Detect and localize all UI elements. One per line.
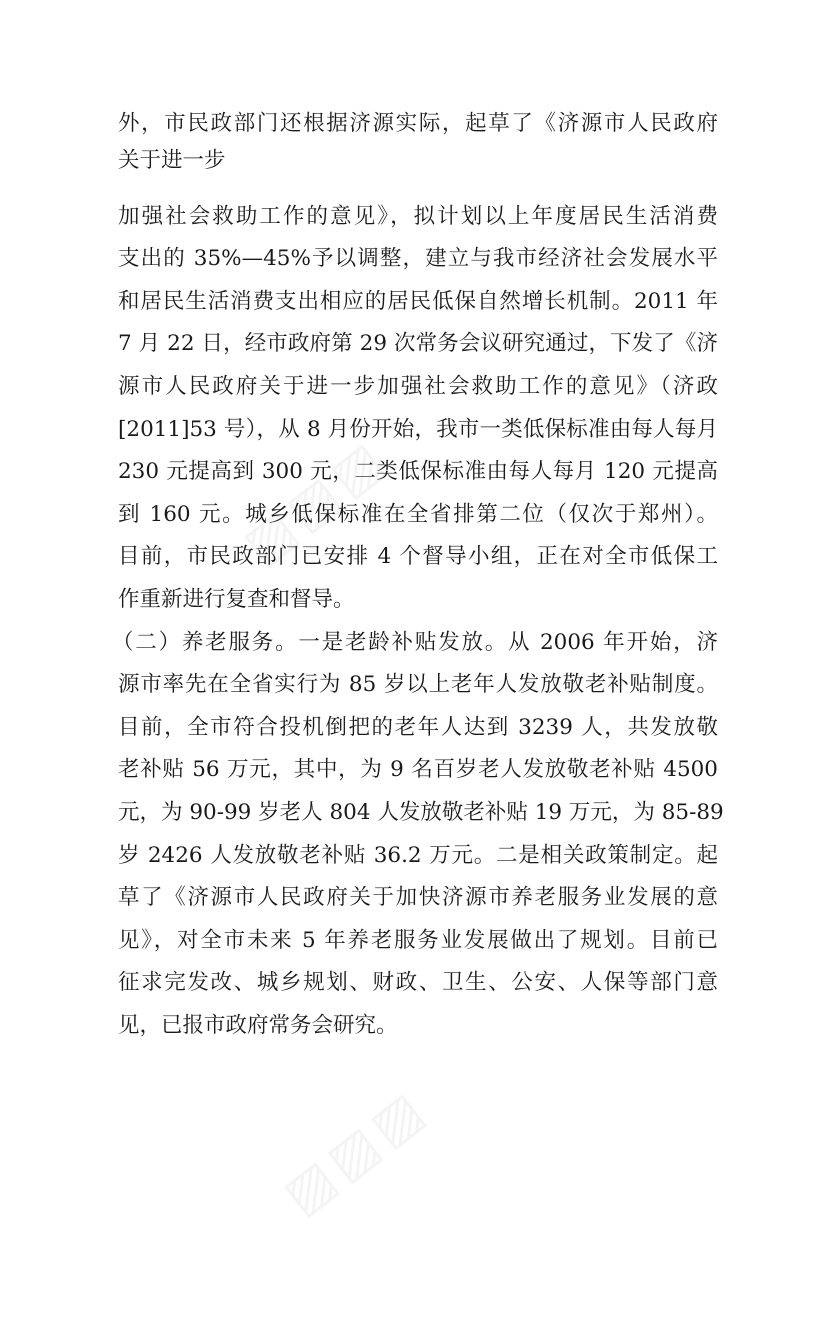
text-line: 源市人民政府关于进一步加强社会救助工作的意见》（济政 bbox=[118, 373, 718, 399]
text-line: 元，为 90-99 岁老人 804 人发放敬老补贴 19 万元，为 85-89 bbox=[118, 799, 724, 825]
text-line: 岁 2426 人发放敬老补贴 36.2 万元。二是相关政策制定。起 bbox=[118, 842, 718, 868]
text-line: （二）养老服务。一是老龄补贴发放。从 2006 年开始，济 bbox=[112, 629, 718, 655]
text-line: 关于进一步 bbox=[118, 147, 226, 173]
text-line: 7 月 22 日，经市政府第 29 次常务会议研究通过，下发了《济 bbox=[118, 331, 718, 357]
text-line: 和居民生活消费支出相应的居民低保自然增长机制。2011 年 bbox=[118, 288, 718, 314]
text-line: 目前，全市符合投机倒把的老年人达到 3239 人，共发放敬 bbox=[118, 714, 718, 740]
text-line: 老补贴 56 万元，其中，为 9 名百岁老人发放敬老补贴 4500 bbox=[118, 757, 718, 783]
text-line: 230 元提高到 300 元，二类低保标准由每人每月 120 元提高 bbox=[118, 459, 718, 485]
text-line: 见》，对全市未来 5 年养老服务业发展做出了规划。目前已 bbox=[118, 927, 718, 953]
text-line: [2011]53 号），从 8 月份开始，我市一类低保标准由每人每月 bbox=[118, 416, 718, 442]
text-line: 见，已报市政府常务会研究。 bbox=[118, 1012, 398, 1038]
watermark-icon: ▨▨▨ bbox=[272, 1077, 440, 1227]
text-line: 到 160 元。城乡低保标准在全省排第二位（仅次于郑州）。 bbox=[118, 501, 718, 527]
text-line: 征求完发改、城乡规划、财政、卫生、公安、人保等部门意 bbox=[118, 970, 718, 996]
text-line: 源市率先在全省实行为 85 岁以上老年人发放敬老补贴制度。 bbox=[118, 672, 718, 698]
text-line: 草了《济源市人民政府关于加快济源市养老服务业发展的意 bbox=[118, 885, 718, 911]
watermark-icon: ▨▨▨ bbox=[232, 427, 400, 577]
text-line: 加强社会救助工作的意见》，拟计划以上年度居民生活消费 bbox=[118, 203, 718, 229]
text-line: 外，市民政部门还根据济源实际，起草了《济源市人民政府 bbox=[118, 111, 718, 136]
text-line: 支出的 35%—45%予以调整，建立与我市经济社会发展水平 bbox=[118, 246, 718, 272]
text-line: 作重新进行复查和督导。 bbox=[118, 586, 355, 612]
text-line: 目前，市民政部门已安排 4 个督导小组，正在对全市低保工 bbox=[118, 544, 718, 570]
body-text bbox=[112, 103, 724, 1047]
